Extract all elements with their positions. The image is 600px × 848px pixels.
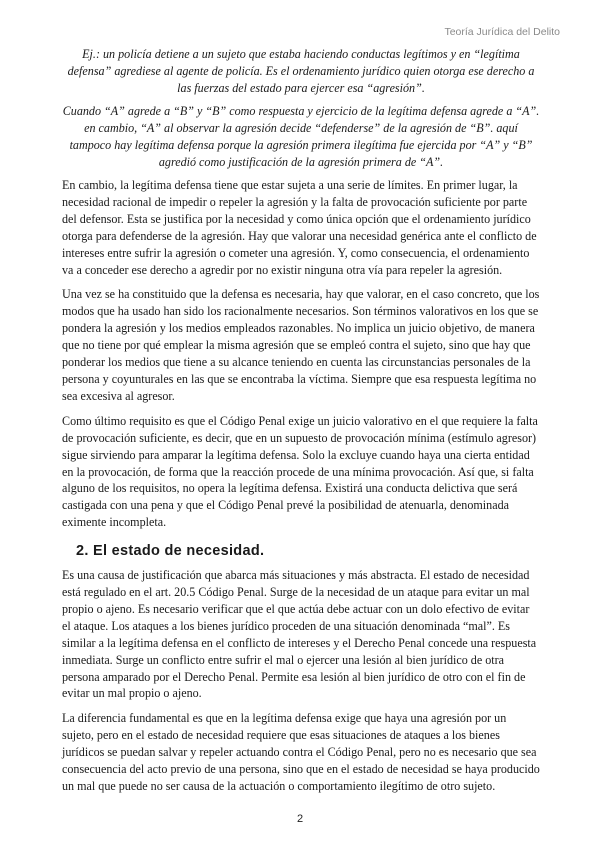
body-paragraph: La diferencia fundamental es que en la legítima defensa exige que haya una agresión por un sujeto, pero en el estado de necesidad requiere que esas situaciones de ataques a los bienes jurídicos se puedan salvar y repeler actuando contra el Código Penal, pero no es necesario que sea consecuencia del acto previo de una persona, sino que en el estado de necesidad se haya producido un mal que puede no ser causa de la actuación o comportamiento ilegítimo de otro sujeto.	[62, 711, 540, 793]
body-paragraph: Como último requisito es que el Código Penal exige un juicio valorativo en el que requiere la falta de provocación suficiente, es decir, que en un supuesto de provocación mínima (estímulo agresor) sigue sirviendo para amparar la legítima defensa. Solo la excluye cuando haya una cierta entidad en la provocación, de forma que la reacción procede de una mínima provocación. Así que, si falta alguno de los requisitos, no opera la legítima defensa. Existirá una conducta delictiva que será castigada con una pena y que el Código Penal prevé la posibilidad de atenuarla, denominada eximente incompleta.	[62, 413, 538, 530]
section-heading: 2. El estado de necesidad.	[76, 543, 265, 560]
body-paragraph: Es una causa de justificación que abarca más situaciones y más abstracta. El estado de necesidad está regulado en el art. 20.5 Código Penal. Surge de la necesidad de un ataque para evitar un mal propio o ajeno. Es necesario verificar que el que actúa debe actuar con un dolo efectivo de evitar el ataque. Los ataques a los bienes jurídico proceden de una situación denominada “mal”. Es similar a la legítima defensa en el conflicto de intereses y el Derecho Penal concede una respuesta inmediata. Surge un conflicto entre sufrir el mal o ejercer una lesión al bien jurídico de otra persona amparado por el Derecho Penal. Permite esa lesión al bien jurídico de otro con el fin de evitar un mal propio o ajeno.	[62, 568, 537, 701]
page-number: 2	[296, 813, 304, 825]
example-paragraph: Cuando “A” agrede a “B” y “B” como respuesta y ejercicio de la legítima defensa agrede a “A”. en cambio, “A” al observar la agresión decide “defenderse” de la agresión de “B”. aquí tampoco hay legítima defensa porque la agresión primera ilegítima fue ejercida por “A” y “B” agredió como justificación de la agresión primera de “A”.	[62, 104, 540, 169]
running-header: Teoría Jurídica del Delito	[444, 26, 560, 38]
body-paragraph: En cambio, la legítima defensa tiene que estar sujeta a una serie de límites. En primer lugar, la necesidad racional de impedir o repeler la agresión y la falta de provocación suficiente por parte del defensor. Esta se justifica por la necesidad y como única opción que el ordenamiento jurídico otorga para defenderse de la agresión. Hay que valorar una necesidad genérica ante el conflicto de intereses entre sufrir la agresión o cometer una agresión. Y, como consecuencia, el ordenamiento va a conceder ese derecho a agredir por no existir ninguna otra vía para repeler la agresión.	[62, 178, 537, 277]
body-paragraph: Una vez se ha constituido que la defensa es necesaria, hay que valorar, en el caso concreto, que los modos que ha usado han sido los racionalmente necesarios. Son términos valorativos en los que se pondera la agresión y los medios empleados razonables. No implica un juicio objetivo, de manera que no tiene por qué emplear la misma agresión que se empleó contra el sujeto, sino que hay que ponderar los medios que tiene a su alcance teniendo en cuenta las circunstancias personales de la persona y coyunturales en las que se encontraba la víctima. Siempre que esa respuesta legítima no sea excesiva al agresor.	[62, 287, 540, 403]
example-paragraph: Ej.: un policía detiene a un sujeto que estaba haciendo conductas legítimos y en “legítima defensa” agrediese al agente de policía. Es el ordenamiento jurídico quien otorga ese derecho a las fuerzas del estado para ejercer esa “agresión”.	[67, 47, 535, 95]
page-body	[62, 46, 540, 803]
